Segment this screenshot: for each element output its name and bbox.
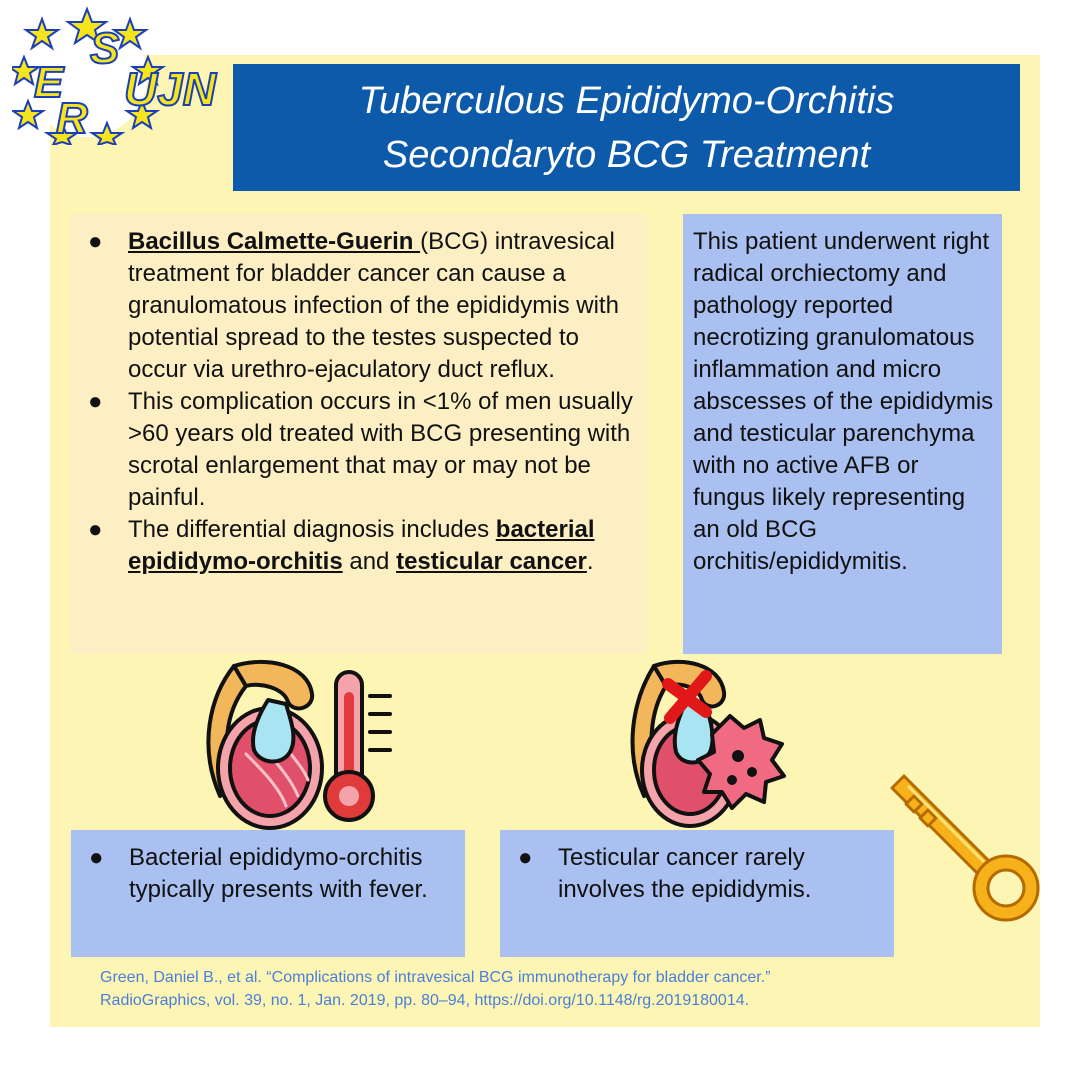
- bullet-text: The differential diagnosis includes: [128, 516, 496, 543]
- citation: [100, 966, 771, 1012]
- bullet-item: [82, 386, 639, 514]
- citation-line-1: Green, Daniel B., et al. “Complications of intravesical BCG immunotherapy for bladder cancer.”: [100, 969, 771, 986]
- bullet-dot: ●: [88, 388, 103, 415]
- bullet-text: Bacterial epididymo-orchitis typically presents with fever.: [129, 844, 428, 903]
- key-icon: [884, 766, 1044, 926]
- bullet-dot: ●: [518, 844, 533, 871]
- bullet-item: [512, 842, 886, 906]
- bullet-text: This complication occurs in <1% of men usually >60 years old treated with BCG presenting with scrotal enlargement that may or may not be painful.: [128, 388, 633, 511]
- bullet-text: (BCG) intravesical treatment for bladder cancer can cause a granulomatous infection of the epididymis with potential spread to the testes suspected to occur via urethro-ejaculatory duct reflux.: [128, 228, 619, 383]
- citation-line-2[interactable]: RadioGraphics, vol. 39, no. 1, Jan. 2019, pp. 80–94, https://doi.org/10.1148/rg.2019180014.: [100, 992, 750, 1009]
- bacterial-fever-box: [71, 830, 465, 957]
- logo-letter-s: S: [90, 24, 120, 73]
- title-line-1: Tuberculous Epididymo-Orchitis: [358, 79, 895, 122]
- testicular-cancer-box: [500, 830, 894, 957]
- bullet-dot: ●: [88, 516, 103, 543]
- bullet-dot: ●: [88, 228, 103, 255]
- bullet-item: [83, 842, 457, 906]
- bcg-link[interactable]: Bacillus Calmette-Guerin: [128, 228, 421, 255]
- title-banner: [233, 64, 1020, 191]
- logo-letters-ujn: UJN: [124, 63, 217, 115]
- bullet-item: [82, 226, 639, 386]
- testis-tumor-icon: [620, 656, 795, 831]
- logo-letter-r: R: [56, 94, 88, 143]
- bullet-dot: ●: [89, 844, 104, 871]
- testicular-cancer-link[interactable]: testicular cancer: [396, 548, 587, 575]
- title-line-2: Secondaryto BCG Treatment: [382, 133, 871, 176]
- esujn-logo: [12, 5, 237, 145]
- bcg-overview-box: [70, 214, 647, 654]
- testis-thermometer-icon: [190, 656, 400, 831]
- bacterial-epididymo-orchitis-link[interactable]: bacterial epididymo-orchitis: [128, 516, 595, 575]
- bullet-item: ● The differential diagnosis includes bacterial epididymo-orchitis and testicular cancer.: [82, 514, 639, 578]
- pathology-text: This patient underwent right radical orchiectomy and pathology reported necrotizing granulomatous inflammation and micro abscesses of the epididymis and testicular parenchyma with no active AFB or fungus likely representing an old BCG orchitis/epididymitis.: [693, 228, 994, 575]
- logo-letter-e: E: [34, 58, 64, 107]
- bullet-text: Testicular cancer rarely involves the epididymis.: [558, 844, 812, 903]
- patient-pathology-box: [683, 214, 1002, 654]
